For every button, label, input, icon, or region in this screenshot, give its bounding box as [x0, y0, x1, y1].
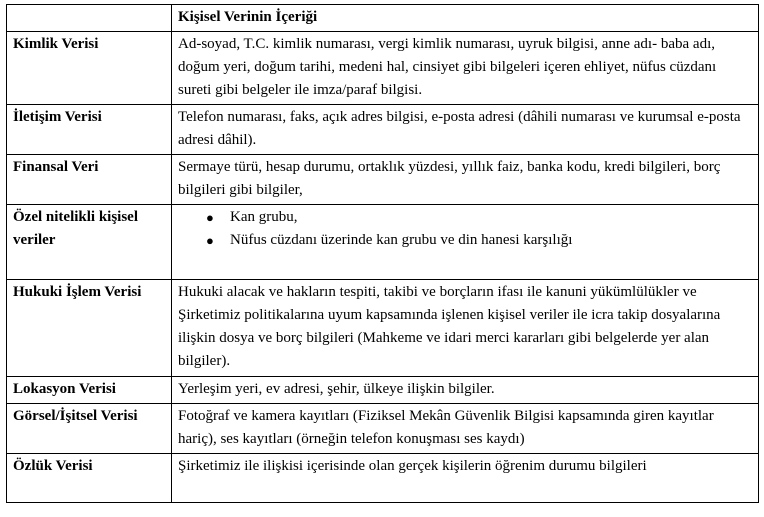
- row-label: Hukuki İşlem Verisi: [7, 280, 172, 377]
- header-cell-content-title: Kişisel Verinin İçeriği: [172, 5, 759, 32]
- bullet-dot-icon: ●: [206, 210, 214, 225]
- table-row-ozel-nitelikli: [7, 205, 759, 280]
- row-label: Lokasyon Verisi: [7, 377, 172, 404]
- table-header-row: [7, 5, 759, 32]
- row-content: Hukuki alacak ve hakların tespiti, takibi ve borçların ifası ile kanuni yükümlülükler ve Şirketimiz politikalarına uyum kapsamında işlenen kişisel veriler ile icra takip dosyalarına ilişkin dosya ve borç bilgileri (Mahkeme ve idari merci kararları gibi belgelerde yer alan bilgiler).: [172, 280, 759, 377]
- header-cell-empty: [7, 5, 172, 32]
- row-content: Fotoğraf ve kamera kayıtları (Fiziksel Mekân Güvenlik Bilgisi kapsamında giren kayıtlar hariç), ses kayıtları (örneğin telefon konuşması ses kaydı): [172, 404, 759, 454]
- table-row-iletisim: [7, 105, 759, 155]
- personal-data-table: [6, 4, 759, 503]
- list-item-text: Kan grubu,: [230, 209, 298, 225]
- row-label: Görsel/İşitsel Verisi: [7, 404, 172, 454]
- bullet-list: [178, 206, 752, 252]
- table-row-finansal: [7, 155, 759, 205]
- table-row-kimlik: [7, 32, 759, 105]
- table-row-gorsel-isitsel: [7, 404, 759, 454]
- row-content: Sermaye türü, hesap durumu, ortaklık yüzdesi, yıllık faiz, banka kodu, kredi bilgileri, borç bilgileri gibi bilgiler,: [172, 155, 759, 205]
- list-item: [206, 206, 752, 229]
- bullet-dot-icon: ●: [206, 233, 214, 248]
- row-content: [172, 205, 759, 280]
- row-label: İletişim Verisi: [7, 105, 172, 155]
- list-item: [206, 229, 752, 252]
- table-row-hukuki-islem: [7, 280, 759, 377]
- table-row-ozluk: [7, 454, 759, 503]
- table-row-lokasyon: [7, 377, 759, 404]
- list-item-text: Nüfus cüzdanı üzerinde kan grubu ve din hanesi karşılığı: [230, 232, 573, 248]
- row-label: Özlük Verisi: [7, 454, 172, 503]
- row-content: Yerleşim yeri, ev adresi, şehir, ülkeye ilişkin bilgiler.: [172, 377, 759, 404]
- row-content: Telefon numarası, faks, açık adres bilgisi, e-posta adresi (dâhili numarası ve kurumsal e-posta adresi dâhil).: [172, 105, 759, 155]
- row-label: Özel nitelikli kişisel veriler: [7, 205, 172, 280]
- row-content: Ad-soyad, T.C. kimlik numarası, vergi kimlik numarası, uyruk bilgisi, anne adı- baba adı, doğum yeri, doğum tarihi, medeni hal, cinsiyet gibi bilgeleri içeren ehliyet, nüfus cüzdanı sureti gibi belgeler ile imza/paraf bilgisi.: [172, 32, 759, 105]
- row-label: Finansal Veri: [7, 155, 172, 205]
- row-content: Şirketimiz ile ilişkisi içerisinde olan gerçek kişilerin öğrenim durumu bilgileri: [172, 454, 759, 503]
- row-label: Kimlik Verisi: [7, 32, 172, 105]
